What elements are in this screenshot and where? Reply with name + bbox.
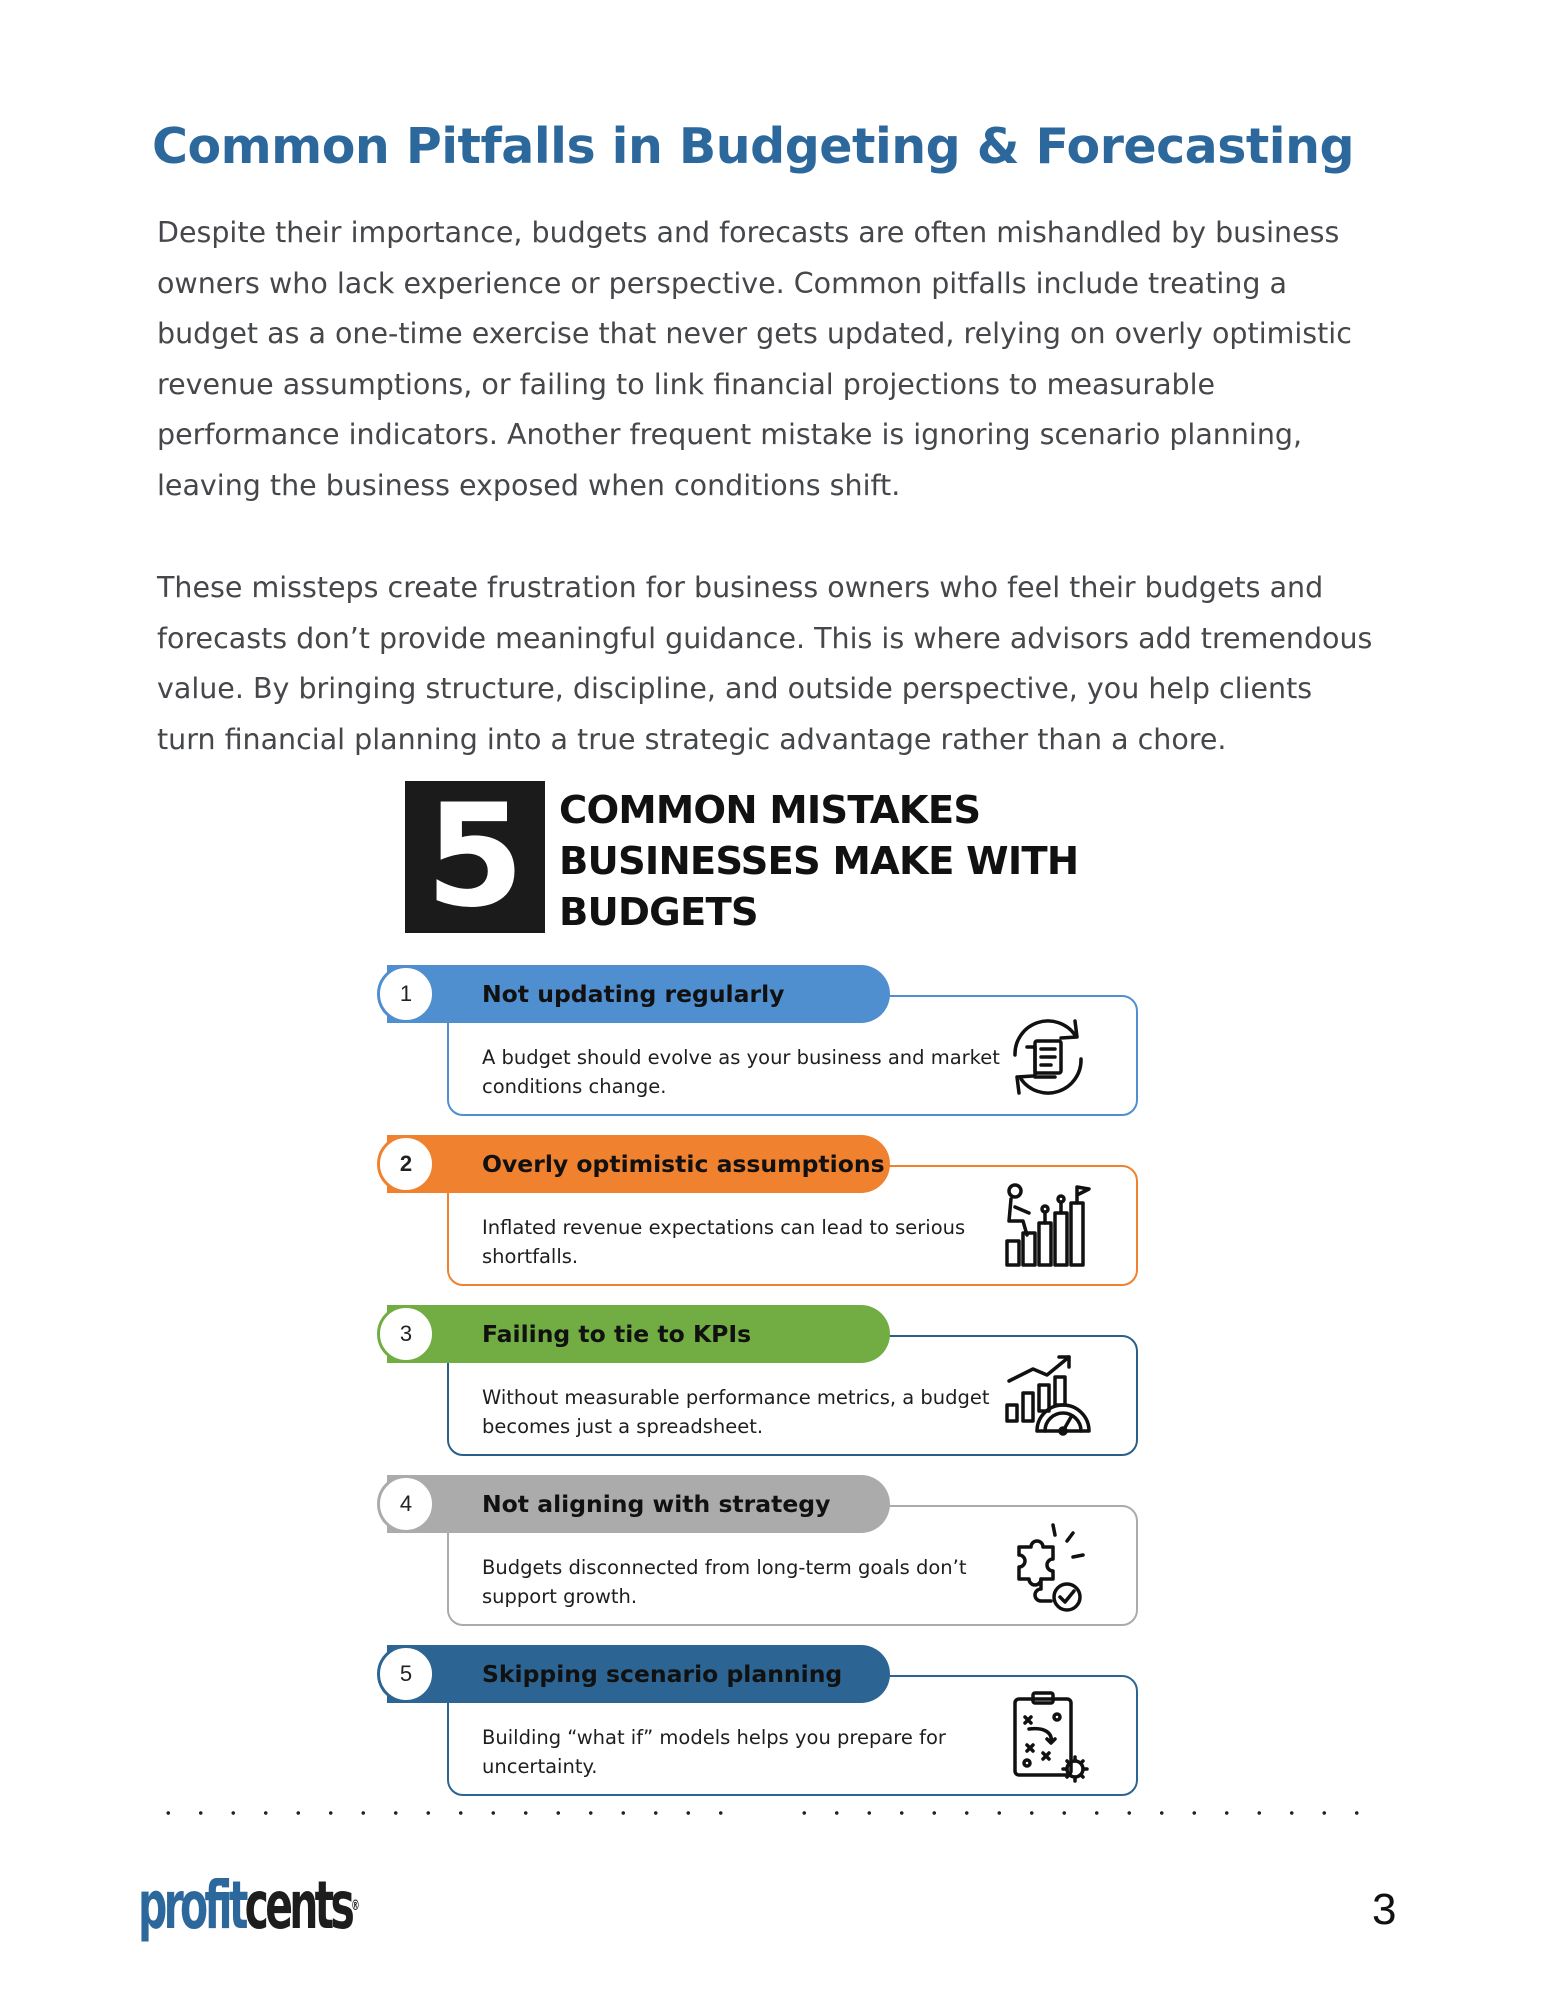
mistake-number: 1	[377, 965, 435, 1023]
mistake-description: Without measurable performance metrics, a budget becomes just a spreadsheet.	[482, 1386, 990, 1438]
mistake-title: Overly optimistic assumptions	[482, 1150, 885, 1178]
mistake-item	[375, 1135, 1145, 1295]
intro-paragraph: Despite their importance, budgets and forecasts are often mishandled by business owners who lack experience or perspective. Common pitfalls include treating a budget as a one-time exercise that never gets updated, relying on overly optimistic revenue assumptions, or failing to link financial projections to measurable performance indicators. Another frequent mistake is ignoring scenario planning, leaving the business exposed when conditions shift.	[157, 216, 1352, 502]
puzzle-check-icon	[997, 1517, 1097, 1617]
mistake-title: Skipping scenario planning	[482, 1660, 843, 1688]
mistake-title: Not aligning with strategy	[482, 1490, 831, 1518]
logo-text-cents: cents	[244, 1867, 352, 1944]
mistake-number: 5	[377, 1645, 435, 1703]
advisor-paragraph: These missteps create frustration for business owners who feel their budgets and forecasts don’t provide meaningful guidance. This is where advisors add tremendous value. By bringing structure, discipline, and outside perspective, you help clients turn financial planning into a true strategic advantage rather than a chore.	[157, 571, 1373, 756]
mistake-item	[375, 1305, 1145, 1465]
refresh-document-icon	[997, 1007, 1097, 1107]
mistake-title: Not updating regularly	[482, 980, 785, 1008]
mistake-item	[375, 1645, 1145, 1805]
page-number: 3	[1372, 1885, 1397, 1934]
page-title: Common Pitfalls in Budgeting & Forecasting	[152, 118, 1355, 175]
mistake-number: 2	[377, 1135, 435, 1193]
mistake-description: Budgets disconnected from long-term goals don’t support growth.	[482, 1556, 967, 1608]
registered-mark: ®	[351, 1898, 360, 1914]
mistake-title: Failing to tie to KPIs	[482, 1320, 752, 1348]
logo-text-profit: profit	[138, 1867, 245, 1944]
growth-steps-icon	[997, 1177, 1097, 1277]
mistake-item	[375, 1475, 1145, 1635]
footer-dotted-divider	[788, 1808, 1373, 1818]
strategy-clipboard-icon	[997, 1687, 1097, 1787]
mistake-number: 3	[377, 1305, 435, 1363]
profitcents-logo	[138, 1866, 360, 1946]
big-number-badge: 5	[405, 781, 545, 933]
mistake-description: A budget should evolve as your business and market conditions change.	[482, 1046, 1000, 1098]
mistake-description: Inflated revenue expectations can lead to serious shortfalls.	[482, 1216, 966, 1268]
mistakes-infographic	[375, 775, 1145, 1825]
footer-dotted-divider	[152, 1808, 737, 1818]
mistake-number: 4	[377, 1475, 435, 1533]
mistake-item	[375, 965, 1145, 1125]
mistake-description: Building “what if” models helps you prepare for uncertainty.	[482, 1726, 946, 1778]
infographic-heading: COMMON MISTAKES BUSINESSES MAKE WITH BUDGETS	[559, 788, 1079, 935]
kpi-gauge-icon	[997, 1347, 1097, 1447]
